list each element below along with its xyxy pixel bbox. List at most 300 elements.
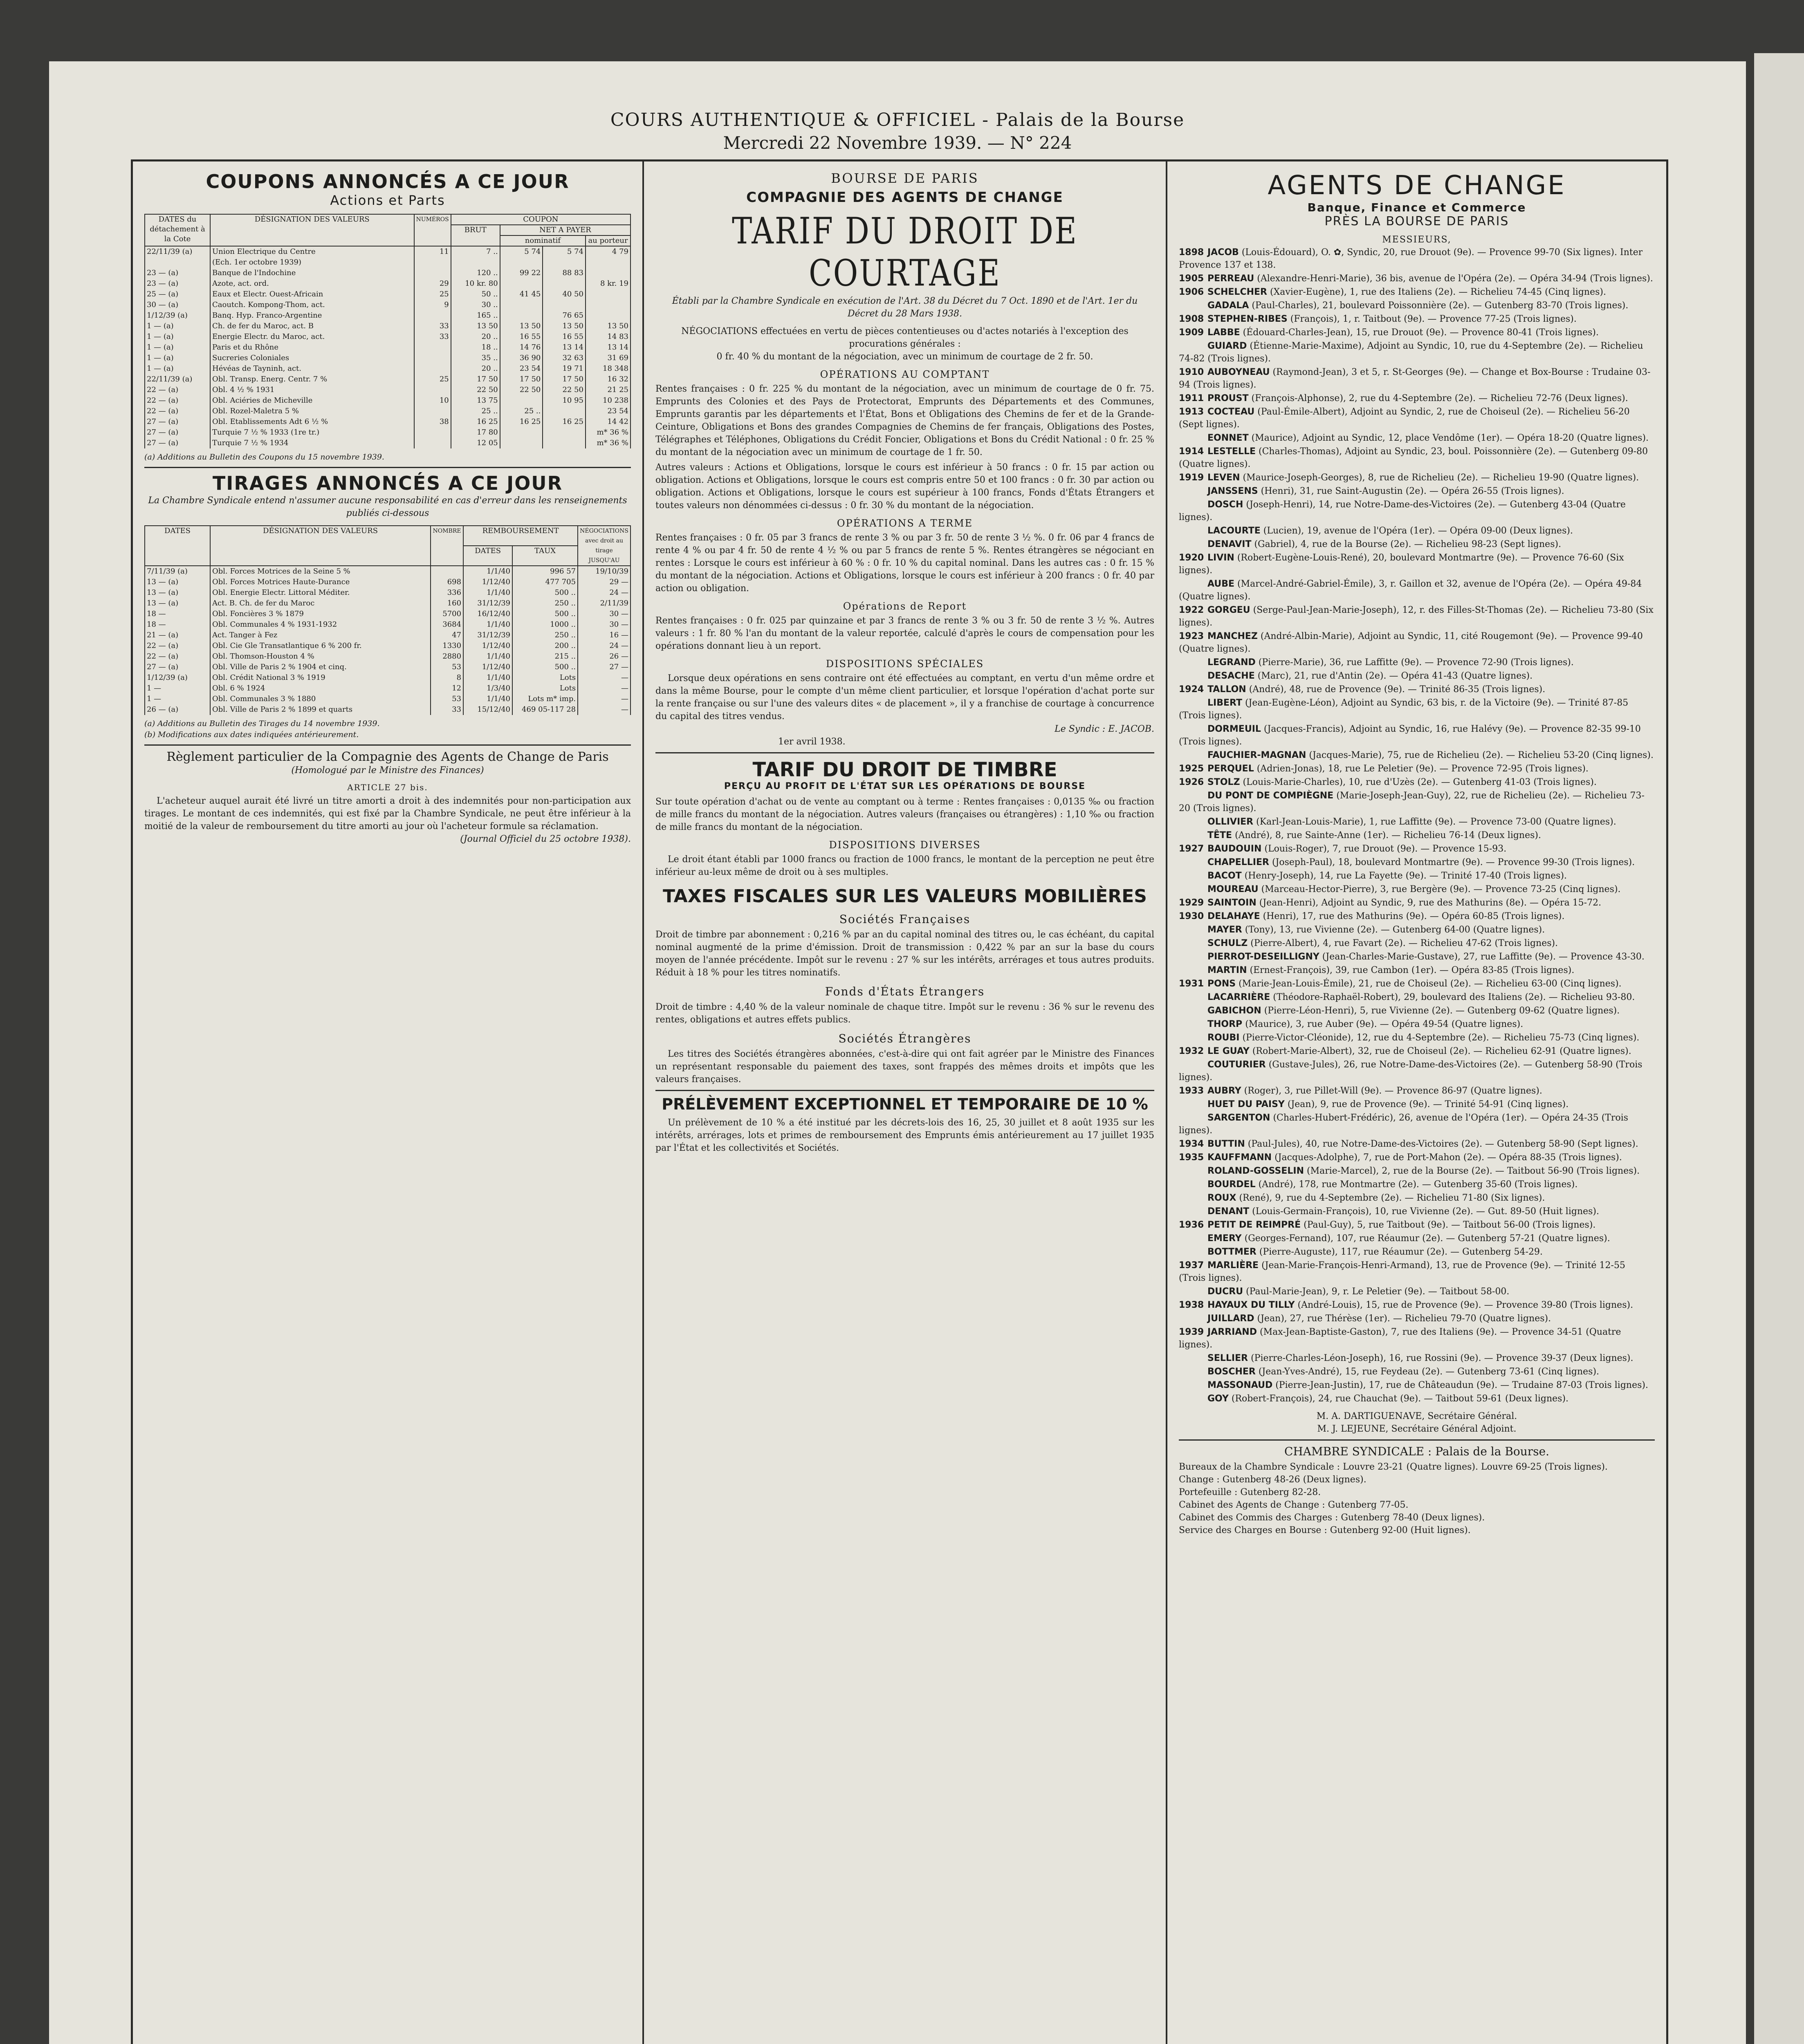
agent-entry	[1179, 630, 1655, 655]
table-row	[145, 662, 631, 672]
agent-entry	[1179, 1232, 1655, 1245]
table-cell: Obl. Etablissements Adt 6 ½ %	[210, 417, 414, 427]
etrangeres-text: Les titres des Sociétés étrangères abonnées, c'est-à-dire qui ont fait agréer par le Ministre des Finances un représentant responsable du paiement des taxes, sont frappés des mêmes droits et impôts que les valeurs françaises.	[655, 1049, 1154, 1085]
agent-year: 1938	[1179, 1300, 1204, 1310]
table-cell: 27 — (a)	[145, 438, 210, 448]
table-cell: 1/12/40	[463, 577, 512, 587]
table-cell: Obl. Forces Motrices Haute-Durance	[210, 577, 431, 587]
table-cell: Obl. Foncières 3 % 1879	[210, 609, 431, 619]
table-cell: Hévéas de Tayninh, act.	[210, 363, 414, 374]
agent-name: MAYER	[1207, 925, 1242, 935]
table-cell: Obl. Ville de Paris 2 % 1899 et quarts	[210, 704, 431, 715]
table-row	[145, 577, 631, 587]
table-cell: 2880	[431, 651, 463, 662]
table-cell: 18 —	[145, 619, 210, 630]
table-cell: 13 14	[543, 342, 586, 353]
agent-entry	[1179, 1112, 1655, 1137]
table-cell	[414, 268, 451, 278]
table-cell	[414, 385, 451, 395]
table-cell: 1/1/40	[463, 587, 512, 598]
agent-details: (Jacques-Marie), 75, rue de Richelieu (2e). — Richelieu 53-20 (Cinq lignes).	[1309, 750, 1654, 760]
agent-name: GOY	[1207, 1394, 1229, 1404]
agent-entry	[1179, 843, 1655, 855]
table-cell	[543, 438, 586, 448]
agent-entry	[1179, 991, 1655, 1004]
agent-name: DENANT	[1207, 1206, 1250, 1217]
table-cell: Obl. Energie Electr. Littoral Méditer.	[210, 587, 431, 598]
table-cell: Obl. Forces Motrices de la Seine 5 %	[210, 566, 431, 577]
col-porteur: au porteur	[586, 235, 631, 246]
table-row	[145, 609, 631, 619]
table-cell: Obl. 6 % 1924	[210, 683, 431, 694]
table-row	[145, 268, 631, 278]
table-cell: 13 — (a)	[145, 587, 210, 598]
table-cell: Act. B. Ch. de fer du Maroc	[210, 598, 431, 609]
table-cell: 500 ..	[512, 587, 578, 598]
table-row	[145, 417, 631, 427]
agent-entry	[1179, 299, 1655, 312]
tir-col-nombre: NOMBRE	[431, 526, 463, 566]
col-brut: BRUT	[451, 225, 500, 246]
table-cell: 50 ..	[451, 289, 500, 300]
table-cell: 27 — (a)	[145, 427, 210, 438]
table-cell: 165 ..	[451, 310, 500, 321]
table-cell: Turquie 7 ½ % 1933 (1re tr.)	[210, 427, 414, 438]
agent-name: EONNET	[1207, 433, 1249, 443]
agent-entry	[1179, 406, 1655, 431]
agent-entry	[1179, 485, 1655, 498]
agent-entry	[1179, 313, 1655, 325]
agent-entry	[1179, 1205, 1655, 1218]
content-frame	[131, 159, 1668, 2044]
agent-name: LE GUAY	[1207, 1046, 1250, 1056]
table-row	[145, 619, 631, 630]
agent-entry	[1179, 896, 1655, 909]
table-row	[145, 332, 631, 342]
table-cell: 20 ..	[451, 332, 500, 342]
agent-name: MOUREAU	[1207, 884, 1259, 894]
agent-year: 1923	[1179, 631, 1204, 641]
table-cell: 13 50	[451, 321, 500, 332]
agent-details: (Adrien-Jonas), 18, rue Le Peletier (9e). — Provence 72-95 (Trois lignes).	[1257, 764, 1589, 774]
newspaper-page	[49, 61, 1746, 2044]
agent-name: SCHULZ	[1207, 938, 1248, 948]
table-cell	[414, 427, 451, 438]
table-cell: 38	[414, 417, 451, 427]
table-row	[145, 641, 631, 651]
table-row	[145, 278, 631, 289]
agent-name: DENAVIT	[1207, 539, 1252, 549]
table-cell: 13 50	[586, 321, 631, 332]
agent-entry	[1179, 578, 1655, 603]
agent-entry	[1179, 870, 1655, 882]
agent-name: DORMEUIL	[1207, 724, 1261, 734]
timbre-subtitle: PERÇU AU PROFIT DE L'ÉTAT SUR LES OPÉRATIONS DE BOURSE	[724, 781, 1086, 791]
table-cell	[414, 363, 451, 374]
agent-name: BUTTIN	[1207, 1139, 1245, 1149]
table-cell: 336	[431, 587, 463, 598]
fonds-text: Droit de timbre : 4,40 % de la valeur nominale de chaque titre. Impôt sur le revenu : 36 % sur le revenu des rentes, obligations et autres effets publics.	[655, 1002, 1154, 1025]
table-cell	[500, 395, 543, 406]
table-row	[145, 438, 631, 448]
agent-year: 1906	[1179, 287, 1204, 297]
terme-title: OPÉRATIONS A TERME	[837, 518, 973, 529]
table-row	[145, 374, 631, 385]
agent-entry	[1179, 1178, 1655, 1191]
table-cell	[500, 310, 543, 321]
messieurs: MESSIEURS,	[1382, 235, 1452, 245]
table-cell: Lots	[512, 672, 578, 683]
agent-details: (André), 48, rue de Provence (9e). — Trinité 86-35 (Trois lignes).	[1249, 684, 1546, 695]
agent-year: 1933	[1179, 1086, 1204, 1096]
secretary-adjoint: M. J. LEJEUNE, Secrétaire Général Adjoint.	[1317, 1424, 1517, 1434]
table-cell: 27 —	[578, 662, 631, 672]
agent-name: TÊTE	[1207, 830, 1232, 840]
table-cell: 31 69	[586, 353, 631, 363]
table-cell: 33	[431, 704, 463, 715]
table-cell: 3684	[431, 619, 463, 630]
agent-name: AUBOYNEAU	[1207, 367, 1270, 377]
table-cell: 1 — (a)	[145, 342, 210, 353]
table-cell: 13 14	[586, 342, 631, 353]
agent-year: 1929	[1179, 898, 1204, 908]
table-cell	[543, 406, 586, 417]
agent-year: 1920	[1179, 553, 1204, 563]
agent-name: DUCRU	[1207, 1286, 1243, 1297]
agent-year: 1919	[1179, 473, 1204, 483]
table-cell: 7 ..	[451, 246, 500, 257]
tir-col-remboursement: REMBOURSEMENT	[463, 526, 578, 546]
agent-details: (Étienne-Marie-Maxime), Adjoint au Syndic, 10, rue du 4-Septembre (2e). — Richelieu 74-82 (Trois lignes).	[1179, 341, 1643, 364]
table-cell: 1/12/40	[463, 662, 512, 672]
agent-name: DOSCH	[1207, 500, 1243, 510]
agent-entry	[1179, 432, 1655, 444]
table-cell: 250 ..	[512, 598, 578, 609]
table-cell: 11	[414, 246, 451, 257]
agent-year: 1936	[1179, 1220, 1204, 1230]
table-cell: 12	[431, 683, 463, 694]
table-cell: 500 ..	[512, 609, 578, 619]
table-cell: 13 75	[451, 395, 500, 406]
table-cell: Obl. Transp. Energ. Centr. 7 %	[210, 374, 414, 385]
table-cell: Obl. Crédit National 3 % 1919	[210, 672, 431, 683]
agent-details: (Louis-Marie-Charles), 10, rue d'Uzès (2e). — Gutenberg 41-03 (Trois lignes).	[1243, 777, 1597, 787]
table-cell: Energie Electr. du Maroc, act.	[210, 332, 414, 342]
table-cell	[500, 257, 543, 268]
table-cell: 1/3/40	[463, 683, 512, 694]
col-net: NET A PAYER	[500, 225, 631, 235]
agent-entry	[1179, 1031, 1655, 1044]
agent-year: 1898	[1179, 247, 1204, 258]
signature: Le Syndic : E. JACOB.	[1055, 724, 1154, 734]
tarif-negociations-rate: 0 fr. 40 % du montant de la négociation, avec un minimum de courtage de 2 fr. 50.	[716, 352, 1093, 362]
table-cell: 5 74	[500, 246, 543, 257]
table-cell	[145, 257, 210, 268]
table-cell: Banque de l'Indochine	[210, 268, 414, 278]
table-cell: Obl. Communales 4 % 1931-1932	[210, 619, 431, 630]
table-cell: m* 36 %	[586, 438, 631, 448]
agent-year: 1911	[1179, 393, 1204, 403]
agent-details: (Jean-Charles-Marie-Gustave), 27, rue Laffitte (9e). — Provence 43-30.	[1322, 952, 1645, 962]
agent-entry	[1179, 538, 1655, 551]
agent-entry	[1179, 656, 1655, 669]
agents-subtitle2: PRÈS LA BOURSE DE PARIS	[1324, 214, 1509, 229]
agent-name: PROUST	[1207, 393, 1249, 403]
table-row	[145, 342, 631, 353]
table-cell: 88 83	[543, 268, 586, 278]
table-cell: 17 50	[451, 374, 500, 385]
bourse-kicker: BOURSE DE PARIS	[831, 170, 979, 186]
agent-name: COCTEAU	[1207, 407, 1255, 417]
table-cell: 17 50	[543, 374, 586, 385]
agent-name: CHAPELLIER	[1207, 857, 1269, 867]
timbre-title: TARIF DU DROIT DE TIMBRE	[752, 758, 1057, 781]
agent-entry	[1179, 1165, 1655, 1177]
table-cell: 25	[414, 289, 451, 300]
agent-year: 1939	[1179, 1327, 1204, 1337]
agent-details: (Raymond-Jean), 3 et 5, r. St-Georges (9e). — Change et Box-Bourse : Trudaine 03-94 (Trois lignes).	[1179, 367, 1651, 390]
speciales-text: Lorsque deux opérations en sens contraire ont été effectuées au comptant, en vertu d'un même ordre et dans la même Bourse, pour le compte d'un même client particulier, et lorsque l'opération d'achat porte sur la rente française ou sur l'une des valeurs dites « de placement », il y a franchise de courtage à concurrence du capital des titres vendus.	[655, 673, 1154, 722]
agent-details: (Gabriel), 4, rue de la Bourse (2e). — Richelieu 98-23 (Sept lignes).	[1254, 539, 1562, 549]
agent-details: (Marcel-André-Gabriel-Émile), 3, r. Gaillon et 32, avenue de l'Opéra (2e). — Opéra 49-84 (Quatre lignes).	[1179, 579, 1642, 602]
table-cell: 1/12/39 (a)	[145, 310, 210, 321]
agent-details: (André), 8, rue Sainte-Anne (1er). — Richelieu 76-14 (Deux lignes).	[1235, 830, 1541, 840]
agent-details: (Ernest-François), 39, rue Cambon (1er). — Opéra 83-85 (Trois lignes).	[1250, 965, 1575, 975]
agent-name: BOURDEL	[1207, 1179, 1256, 1190]
agent-details: (Pierre-Victor-Cléonide), 12, rue du 4-Septembre (2e). — Richelieu 75-73 (Cinq lignes).	[1242, 1033, 1640, 1043]
table-row	[145, 363, 631, 374]
masthead	[49, 110, 1746, 153]
table-cell: 35 ..	[451, 353, 500, 363]
agent-entry	[1179, 1192, 1655, 1204]
agent-entry	[1179, 816, 1655, 828]
table-cell: 18 ..	[451, 342, 500, 353]
company-name: COMPAGNIE DES AGENTS DE CHANGE	[746, 189, 1064, 206]
agent-entry	[1179, 524, 1655, 537]
taxes-title: TAXES FISCALES SUR LES VALEURS MOBILIÈRES	[663, 886, 1147, 907]
table-cell: —	[578, 694, 631, 704]
table-cell: 10	[414, 395, 451, 406]
agent-entry	[1179, 776, 1655, 789]
table-cell	[500, 427, 543, 438]
agent-name: DELAHAYE	[1207, 911, 1260, 921]
agent-details: (Joseph-Henri), 14, rue Notre-Dame-des-Victoires (2e). — Gutenberg 43-04 (Quatre lignes).	[1179, 500, 1626, 522]
agent-details: (Maurice-Joseph-Georges), 8, rue de Richelieu (2e). — Richelieu 19-90 (Quatre lignes).	[1243, 473, 1639, 483]
table-cell	[500, 300, 543, 310]
table-cell: 53	[431, 694, 463, 704]
agent-name: EMERY	[1207, 1233, 1242, 1244]
table-cell: 22 — (a)	[145, 651, 210, 662]
table-cell: 27 — (a)	[145, 662, 210, 672]
tarif-negociations: NÉGOCIATIONS effectuées en vertu de pièces contentieuses ou d'actes notariés à l'exception des procurations générales :	[681, 326, 1129, 349]
table-cell: Obl. Cie Gle Transatlantique 6 % 200 fr.	[210, 641, 431, 651]
agent-details: (Marceau-Hector-Pierre), 3, rue Bergère (9e). — Provence 73-25 (Cinq lignes).	[1261, 884, 1621, 894]
agent-details: (Jean-Eugène-Léon), Adjoint au Syndic, 63 bis, r. de la Victoire (9e). — Trinité 87-85 (Trois lignes).	[1179, 698, 1629, 721]
agent-details: (Jacques-Adolphe), 7, rue de Port-Mahon (2e). — Opéra 88-35 (Trois lignes).	[1274, 1152, 1622, 1163]
table-cell: Obl. Thomson-Houston 4 %	[210, 651, 431, 662]
table-cell: 27 — (a)	[145, 417, 210, 427]
table-cell: 17 50	[500, 374, 543, 385]
agent-entry	[1179, 1138, 1655, 1150]
agent-name: LACARRIÈRE	[1207, 992, 1270, 1002]
table-cell: 14 42	[586, 417, 631, 427]
table-cell: 30 —	[578, 619, 631, 630]
agent-name: DU PONT DE COMPIÈGNE	[1207, 791, 1334, 801]
chambre-line: Cabinet des Agents de Change : Gutenberg 77-05.	[1179, 1500, 1409, 1510]
agent-details: (Maurice), Adjoint au Syndic, 12, place Vendôme (1er). — Opéra 18-20 (Quatre lignes).	[1251, 433, 1649, 443]
table-cell: 12 05	[451, 438, 500, 448]
col-nominatif: nominatif	[500, 235, 586, 246]
table-cell: 15/12/40	[463, 704, 512, 715]
coupons-subtitle: Actions et Parts	[330, 193, 445, 208]
table-cell: Ch. de fer du Maroc, act. B	[210, 321, 414, 332]
agent-entry	[1179, 604, 1655, 629]
table-cell: Act. Tanger à Fez	[210, 630, 431, 641]
agent-details: (Pierre-Jean-Justin), 17, rue de Châteaudun (9e). — Trudaine 87-03 (Trois lignes).	[1275, 1380, 1648, 1390]
table-cell: 8 kr. 19	[586, 278, 631, 289]
table-cell: Lots	[512, 683, 578, 694]
agent-name: KAUFFMANN	[1207, 1152, 1272, 1163]
agent-details: (Pierre-Léon-Henri), 5, rue Vivienne (2e). — Gutenberg 09-62 (Quatre lignes).	[1264, 1006, 1620, 1016]
agent-year: 1931	[1179, 979, 1204, 989]
agent-entry	[1179, 1219, 1655, 1231]
fonds-title: Fonds d'États Étrangers	[825, 985, 985, 998]
table-row	[145, 310, 631, 321]
agent-name: SARGENTON	[1207, 1113, 1270, 1123]
table-cell	[586, 289, 631, 300]
agent-year: 1910	[1179, 367, 1204, 377]
table-cell: 40 50	[543, 289, 586, 300]
agent-details: (Louis-Germain-François), 10, rue Vivienne (2e). — Gut. 89-50 (Huit lignes).	[1252, 1206, 1599, 1217]
agent-details: (Théodore-Raphaël-Robert), 29, boulevard des Italiens (2e). — Richelieu 93-80.	[1273, 992, 1635, 1002]
agent-details: (René), 9, rue du 4-Septembre (2e). — Richelieu 71-80 (Six lignes).	[1239, 1193, 1545, 1203]
agent-year: 1935	[1179, 1152, 1204, 1163]
table-cell: 2/11/39	[578, 598, 631, 609]
table-cell: 19 71	[543, 363, 586, 374]
agent-name: HAYAUX DU TILLY	[1207, 1300, 1295, 1310]
chambre-title: CHAMBRE SYNDICALE : Palais de la Bourse.	[1284, 1445, 1550, 1458]
agent-entry	[1179, 1085, 1655, 1097]
masthead-date: Mercredi 22 Novembre 1939. — N° 224	[723, 133, 1072, 153]
agent-entry	[1179, 723, 1655, 748]
table-cell: —	[578, 704, 631, 715]
table-cell: 99 22	[500, 268, 543, 278]
agent-details: (Roger), 3, rue Pillet-Will (9e). — Provence 86-97 (Quatre lignes).	[1244, 1086, 1542, 1096]
agent-entry	[1179, 964, 1655, 977]
table-cell	[543, 427, 586, 438]
left-column	[133, 161, 644, 2044]
table-cell: 7/11/39 (a)	[145, 566, 210, 577]
report-text: Rentes françaises : 0 fr. 025 par quinzaine et par 3 francs de rente 3 % ou 3 fr. 50 de rente 3 ½ %. Autres valeurs : 1 fr. 80 % l'an du montant de la valeur reportée, calculé d'après le cours de compensation pour les opérations donnant lieu à un report.	[655, 616, 1154, 651]
agent-entry	[1179, 762, 1655, 775]
agent-name: SCHELCHER	[1207, 287, 1267, 297]
chambre-line: Service des Charges en Bourse : Gutenberg 92-00 (Huit lignes).	[1179, 1525, 1471, 1535]
table-cell: 500 ..	[512, 662, 578, 672]
agent-name: MASSONAUD	[1207, 1380, 1273, 1390]
agent-name: HUET DU PAISY	[1207, 1099, 1285, 1109]
table-cell: 41 45	[500, 289, 543, 300]
agent-details: (Pierre-Albert), 4, rue Favart (2e). — Richelieu 47-62 (Trois lignes).	[1250, 938, 1558, 948]
table-cell: 10 238	[586, 395, 631, 406]
table-cell: 18 348	[586, 363, 631, 374]
agent-name: ROUBI	[1207, 1033, 1240, 1043]
table-cell: 29	[414, 278, 451, 289]
table-cell: 13 — (a)	[145, 577, 210, 587]
agent-name: STOLZ	[1207, 777, 1240, 787]
agent-entry	[1179, 1299, 1655, 1311]
agent-details: (André), 178, rue Montmartre (2e). — Gutenberg 35-60 (Trois lignes).	[1258, 1179, 1578, 1190]
agent-details: (Alexandre-Henri-Marie), 36 bis, avenue de l'Opéra (2e). — Opéra 34-94 (Trois lignes).	[1257, 273, 1653, 284]
agent-details: (Paul-Guy), 5, rue Taitbout (9e). — Taitbout 56-00 (Trois lignes).	[1304, 1220, 1596, 1230]
table-row	[145, 289, 631, 300]
agent-entry	[1179, 551, 1655, 577]
agent-details: (Jacques-Francis), Adjoint au Syndic, 16, rue Halévy (9e). — Provence 82-35 99-10 (Trois lignes).	[1179, 724, 1641, 747]
table-cell: 1/1/40	[463, 566, 512, 577]
agent-year: 1924	[1179, 684, 1204, 695]
agent-name: LEGRAND	[1207, 657, 1256, 668]
table-cell: 24 —	[578, 587, 631, 598]
agent-entry	[1179, 366, 1655, 391]
table-row	[145, 566, 631, 577]
agent-details: (Robert-Marie-Albert), 32, rue de Choiseul (2e). — Richelieu 62-91 (Quatre lignes).	[1252, 1046, 1631, 1056]
agent-entry	[1179, 272, 1655, 285]
table-cell: 200 ..	[512, 641, 578, 651]
agent-name: PIERROT-DESEILLIGNY	[1207, 952, 1319, 962]
etrangeres-title: Sociétés Étrangères	[838, 1032, 972, 1045]
table-cell: 18 —	[145, 609, 210, 619]
agent-name: MARTIN	[1207, 965, 1247, 975]
agent-details: (François), 1, r. Taitbout (9e). — Provence 77-25 (Trois lignes).	[1290, 314, 1577, 324]
agent-year: 1937	[1179, 1260, 1204, 1271]
agent-entry	[1179, 498, 1655, 524]
table-row	[145, 630, 631, 641]
table-cell: 16 32	[586, 374, 631, 385]
agent-name: LABBE	[1207, 327, 1240, 338]
coupons-note: (a) Additions au Bulletin des Coupons du 15 novembre 1939.	[144, 453, 384, 462]
tirages-table	[144, 525, 631, 715]
table-cell	[586, 257, 631, 268]
table-cell: 23 54	[500, 363, 543, 374]
chambre-line: Cabinet des Commis des Charges : Gutenberg 78-40 (Deux lignes).	[1179, 1513, 1485, 1523]
table-cell: 25 — (a)	[145, 289, 210, 300]
table-cell	[414, 310, 451, 321]
tirages-note-b: (b) Modifications aux dates indiquées antérieurement.	[144, 730, 359, 739]
table-cell: 22 50	[451, 385, 500, 395]
agent-year: 1926	[1179, 777, 1204, 787]
agent-year: 1930	[1179, 911, 1204, 921]
table-cell: 30 ..	[451, 300, 500, 310]
agent-name: AUBE	[1207, 579, 1235, 589]
table-cell: 13 50	[543, 321, 586, 332]
table-cell: Obl. Ville de Paris 2 % 1904 et cinq.	[210, 662, 431, 672]
agent-name: SAINTOIN	[1207, 898, 1257, 908]
tirages-title: TIRAGES ANNONCÉS A CE JOUR	[212, 472, 563, 494]
table-cell	[586, 300, 631, 310]
agent-entry	[1179, 246, 1655, 271]
reglement-article: ARTICLE 27 bis.	[347, 782, 428, 792]
agent-name: PONS	[1207, 979, 1236, 989]
agent-details: (Georges-Fernand), 107, rue Réaumur (2e). — Gutenberg 57-21 (Quatre lignes).	[1244, 1233, 1610, 1244]
tirages-subtitle: La Chambre Syndicale entend n'assumer aucune responsabilité en cas d'erreur dans les renseignements publiés ci-dessous	[148, 495, 627, 518]
agent-name: JUILLARD	[1207, 1313, 1254, 1324]
agent-details: (Paul-Jules), 40, rue Notre-Dame-des-Victoires (2e). — Gutenberg 58-90 (Sept lignes).	[1248, 1139, 1638, 1149]
tarif-established: Établi par la Chambre Syndicale en exécution de l'Art. 38 du Décret du 7 Oct. 1890 et de l'Art. 1er du Décret du 28 Mars 1938.	[672, 296, 1138, 319]
agent-details: (Marie-Jean-Louis-Émile), 21, rue de Choiseul (2e). — Richelieu 63-00 (Cinq lignes).	[1239, 979, 1622, 989]
agent-details: (Édouard-Charles-Jean), 15, rue Drouot (9e). — Provence 80-41 (Trois lignes).	[1243, 327, 1599, 338]
reglement-title: Règlement particulier de la Compagnie des Agents de Change de Paris	[166, 750, 609, 764]
table-cell: Caoutch. Kompong-Thom, act.	[210, 300, 414, 310]
table-cell: 22 — (a)	[145, 406, 210, 417]
